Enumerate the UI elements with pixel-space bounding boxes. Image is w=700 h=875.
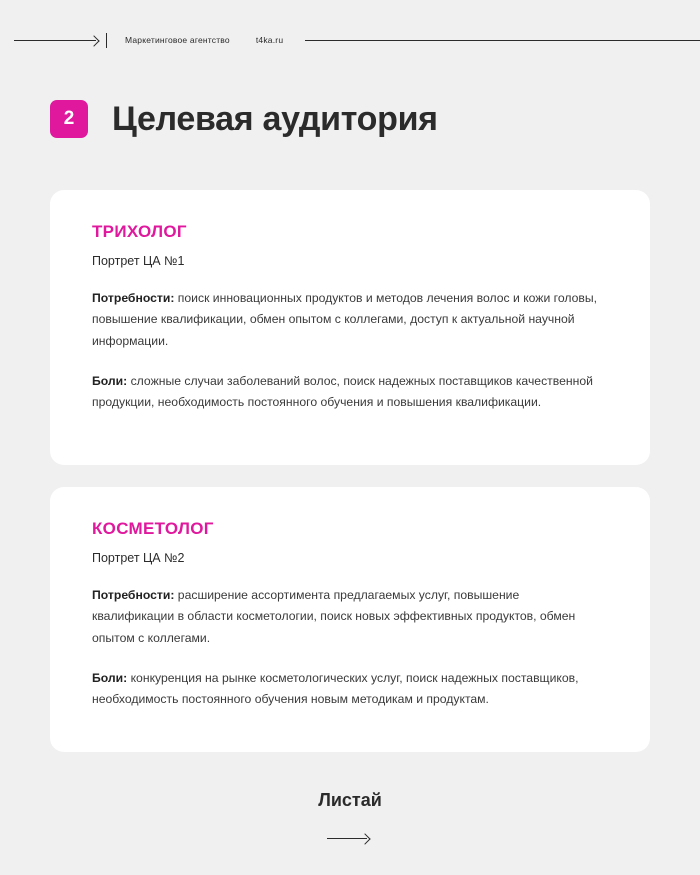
persona-card: [50, 190, 650, 465]
persona-pains: [92, 371, 602, 414]
persona-pains-label: Боли:: [92, 374, 128, 389]
swipe-label: Листай: [318, 790, 382, 810]
header-site-label: t4ka.ru: [255, 35, 284, 45]
persona-needs-label: Потребности:: [92, 291, 175, 305]
page-title-row: [50, 100, 438, 138]
slide-number-badge: 2: [50, 100, 88, 138]
persona-needs: [92, 585, 602, 649]
page-title: Целевая аудитория: [112, 100, 438, 138]
page-footer: [0, 790, 700, 843]
persona-pains: [92, 668, 602, 711]
persona-heading: КОСМЕТОЛОГ: [92, 519, 214, 538]
persona-needs-text: расширение ассортимента предлагаемых услуг, повышение квалификации в области косметологии, поиск новых эффективных продуктов, обмен опытом с коллегами.: [92, 588, 576, 645]
persona-needs: [92, 288, 602, 352]
persona-pains-text: сложные случаи заболеваний волос, поиск надежных поставщиков качественной продукции, необходимость постоянного обучения и повышения квалификации.: [92, 374, 593, 410]
arrow-right-icon[interactable]: [327, 833, 373, 843]
arrow-right-icon: [14, 35, 106, 45]
persona-needs-text: поиск инновационных продуктов и методов лечения волос и кожи головы, повышение квалификации, обмен опытом с коллегами, доступ к актуальной научной информации.: [92, 291, 597, 348]
persona-subtitle: Портрет ЦА №1: [92, 254, 185, 268]
header-divider: [106, 33, 107, 48]
persona-pains-label: Боли:: [92, 671, 128, 686]
persona-subtitle: Портрет ЦА №2: [92, 551, 185, 565]
header-agency-label: Маркетинговое агентство: [125, 35, 230, 45]
persona-heading: ТРИХОЛОГ: [92, 222, 187, 241]
page-header: [0, 32, 700, 48]
persona-pains-text: конкуренция на рынке косметологических услуг, поиск надежных поставщиков, необходимость постоянного обучения новым методикам и продуктам.: [92, 671, 579, 707]
persona-needs-label: Потребности:: [92, 588, 175, 602]
persona-card: [50, 487, 650, 752]
header-rule: [305, 40, 700, 41]
